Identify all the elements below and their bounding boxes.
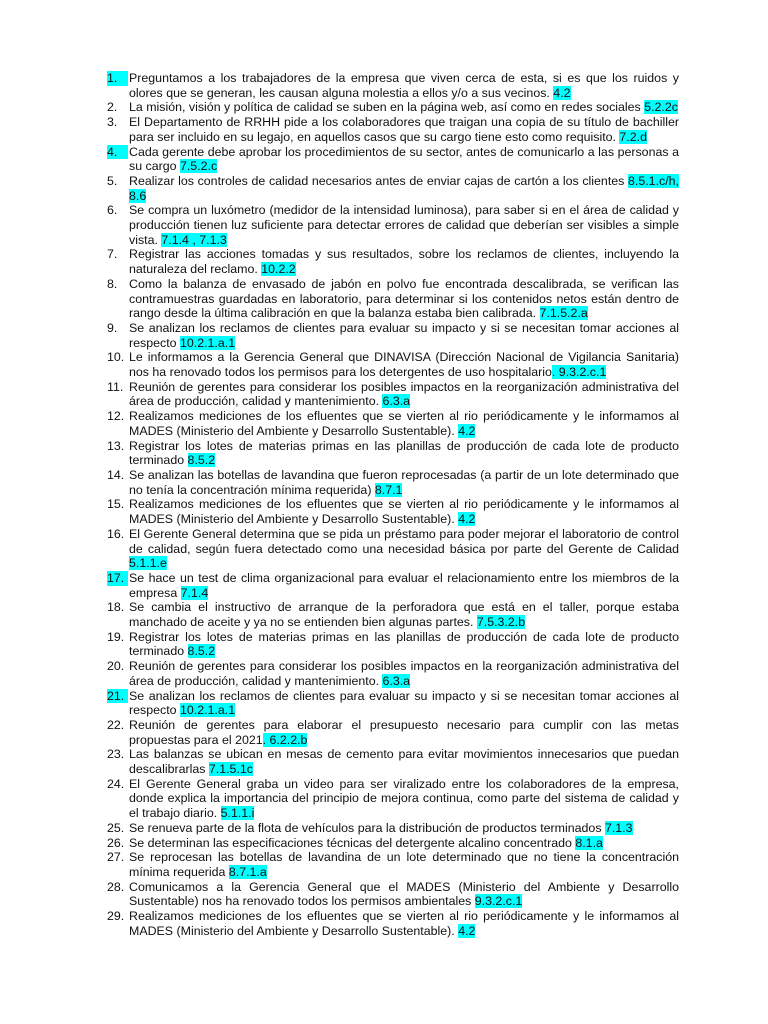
- clause-reference: 7.1.4: [180, 585, 209, 600]
- clause-reference: 8.7.1: [374, 482, 403, 497]
- clause-reference: 8.5.1.c/h, 8.6: [129, 173, 679, 203]
- item-text: Se cambia el instructivo de arranque de la perforadora que está en el taller, porque estaba manchado de aceite y ya no se entienden bien algunas partes.: [129, 600, 679, 630]
- item-number: 6.: [107, 203, 118, 218]
- clause-reference: 10.2.1.a.1: [179, 703, 236, 718]
- clause-reference: 5.1.1.i: [220, 806, 255, 821]
- list-item: [107, 821, 679, 836]
- list-item: [107, 880, 679, 909]
- list-item: [107, 145, 679, 174]
- item-number: 17.: [107, 571, 128, 586]
- item-number: 14.: [107, 467, 125, 482]
- list-item: [107, 468, 679, 497]
- item-number: 4.: [107, 145, 128, 160]
- item-number: 8.: [107, 276, 118, 291]
- item-number: 22.: [107, 717, 125, 732]
- list-item: [107, 909, 679, 938]
- item-number: 16.: [107, 526, 125, 541]
- clause-reference: 8.1.a: [575, 835, 603, 850]
- item-number: 10.: [107, 350, 125, 365]
- item-text: Reunión de gerentes para elaborar el presupuesto necesario para cumplir con las metas propuestas para el 2021: [129, 717, 679, 747]
- clause-reference: 4.2: [553, 85, 571, 100]
- item-text: La misión, visión y política de calidad se suben en la página web, así como en redes sociales: [129, 100, 645, 115]
- clause-reference: 4.2: [458, 512, 476, 527]
- item-text: Realizamos mediciones de los efluentes que se vierten al rio periódicamente y le informamos al MADES (Ministerio del Ambiente y Desarrollo Sustentable).: [129, 909, 679, 938]
- item-number: 3.: [107, 115, 118, 130]
- item-text: Las balanzas se ubican en mesas de cemento para evitar movimientos innecesarios que puedan descalibrarlas: [129, 747, 679, 777]
- list-item: [107, 850, 679, 879]
- list-item: [107, 630, 679, 659]
- item-text: Comunicamos a la Gerencia General que el MADES (Ministerio del Ambiente y Desarrollo Sustentable) nos ha renovado todos los permisos ambientales: [129, 879, 679, 909]
- list-item: [107, 571, 679, 600]
- clause-reference: 5.2.2c: [644, 100, 678, 115]
- clause-reference: 4.2: [458, 423, 476, 438]
- list-item: [107, 247, 679, 276]
- clause-reference: 7.2.d: [619, 129, 647, 144]
- list-item: [107, 527, 679, 571]
- clause-reference: . 9.3.2.c.1: [551, 365, 607, 380]
- list-item: [107, 497, 679, 526]
- item-text: Como la balanza de envasado de jabón en polvo fue encontrada descalibrada, se verifican las contramuestras guardadas en laboratorio, para determinar si los contenidos netos están dentro de rango desde la última calibración en que la balanza estaba bien calibrada.: [129, 276, 679, 321]
- clause-reference: 4.2: [458, 923, 476, 938]
- clause-reference: 6.3.a: [382, 394, 411, 409]
- item-text: Se determinan las especificaciones técnicas del detergente alcalino concentrado: [129, 835, 576, 850]
- clause-reference: 7.1.4 , 7.1.3: [161, 232, 227, 247]
- clause-reference: 7.1.5.1c: [208, 762, 253, 777]
- clause-reference: 10.2.2: [261, 262, 296, 277]
- item-text: Registrar las acciones tomadas y sus resultados, sobre los reclamos de clientes, incluyendo la naturaleza del reclamo.: [129, 247, 679, 277]
- item-number: 20.: [107, 659, 125, 674]
- list-item: [107, 174, 679, 203]
- item-number: 19.: [107, 629, 125, 644]
- list-item: [107, 100, 679, 115]
- item-text: Se reprocesan las botellas de lavandina de un lote determinado que no tiene la concentración mínima requerida: [129, 850, 679, 879]
- item-number: 13.: [107, 438, 125, 453]
- list-item: [107, 321, 679, 350]
- item-number: 2.: [107, 100, 118, 115]
- list-item: [107, 71, 679, 100]
- clause-reference: . 6.2.2.b: [262, 732, 308, 747]
- item-number: 27.: [107, 850, 125, 865]
- list-item: [107, 409, 679, 438]
- item-number: 9.: [107, 320, 118, 335]
- list-item: [107, 747, 679, 776]
- clause-reference: 8.5.2: [187, 453, 216, 468]
- item-number: 21.: [107, 689, 128, 704]
- item-number: 29.: [107, 909, 125, 924]
- item-text: Se analizan los reclamos de clientes para evaluar su impacto y si se necesitan tomar acciones al respecto: [129, 688, 679, 718]
- item-text: Se analizan las botellas de lavandina que fueron reprocesadas (a partir de un lote determinado que no tenía la concentración mínima requerida): [129, 467, 679, 497]
- list-item: [107, 836, 679, 851]
- list-item: [107, 380, 679, 409]
- item-text: Reunión de gerentes para considerar los posibles impactos en la reorganización administrativa del área de producción, calidad y mantenimiento.: [129, 659, 679, 688]
- list-item: [107, 115, 679, 144]
- item-number: 11.: [107, 379, 124, 394]
- list-item: [107, 777, 679, 821]
- item-text: Le informamos a la Gerencia General que DINAVISA (Dirección Nacional de Vigilancia Sanitaria) nos ha renovado todos los permisos para los detergentes de uso hospitalario: [129, 350, 679, 380]
- item-text: El Gerente General determina que se pida un préstamo para poder mejorar el laboratorio de control de calidad, según fuera detectado como una necesidad básica por parte del Gerente de Calidad: [129, 526, 679, 556]
- item-number: 28.: [107, 879, 125, 894]
- item-text: Se renueva parte de la flota de vehículos para la distribución de productos terminados: [129, 820, 605, 835]
- list-item: [107, 203, 679, 247]
- item-number: 15.: [107, 497, 125, 512]
- item-number: 12.: [107, 409, 125, 424]
- item-text: Se hace un test de clima organizacional para evaluar el relacionamiento entre los miembros de la empresa: [129, 570, 679, 600]
- item-number: 26.: [107, 835, 125, 850]
- item-number: 23.: [107, 747, 125, 762]
- clause-reference: 7.1.5.2.a: [539, 306, 588, 321]
- list-item: [107, 689, 679, 718]
- item-text: Preguntamos a los trabajadores de la empresa que viven cerca de esta, si es que los ruidos y olores que se generan, les causan alguna molestia a ellos y/o a sus vecinos.: [129, 71, 679, 100]
- list-item: [107, 659, 679, 688]
- clause-reference: 7.5.2.c: [179, 159, 218, 174]
- list-item: [107, 439, 679, 468]
- clause-reference: 10.2.1.a.1: [179, 335, 236, 350]
- item-text: Realizamos mediciones de los efluentes que se vierten al rio periódicamente y le informamos al MADES (Ministerio del Ambiente y Desarrollo Sustentable).: [129, 409, 679, 438]
- list-item: [107, 277, 679, 321]
- item-number: 24.: [107, 776, 125, 791]
- clause-reference: 5.1.1.e: [129, 556, 167, 571]
- item-text: Cada gerente debe aprobar los procedimientos de su sector, antes de comunicarlo a las personas a su cargo: [129, 144, 679, 174]
- item-text: Reunión de gerentes para considerar los posibles impactos en la reorganización administrativa del área de producción, calidad y mantenimiento.: [129, 379, 679, 409]
- clause-reference: 7.5.3.2.b: [476, 615, 526, 630]
- item-number: 5.: [107, 173, 118, 188]
- list-item: [107, 350, 679, 379]
- item-number: 18.: [107, 600, 125, 615]
- item-text: El Departamento de RRHH pide a los colaboradores que traigan una copia de su título de bachiller para ser incluido en su legajo, en aquellos casos que su cargo tiene esto como requisito.: [129, 115, 679, 144]
- item-text: Se analizan los reclamos de clientes para evaluar su impacto y si se necesitan tomar acciones al respecto: [129, 320, 679, 350]
- clause-reference: 8.5.2: [187, 644, 216, 659]
- item-text: Se compra un luxómetro (medidor de la intensidad luminosa), para saber si en el área de calidad y producción tienen luz suficiente para detectar errores de calidad que deberían ser visibles a simple vista.: [129, 203, 679, 247]
- clause-reference: 7.1.3: [604, 820, 633, 835]
- numbered-list: [107, 71, 679, 938]
- item-number: 25.: [107, 820, 125, 835]
- item-text: Registrar los lotes de materias primas en las planillas de producción de cada lote de producto terminado: [129, 438, 679, 468]
- item-text: Registrar los lotes de materias primas en las planillas de producción de cada lote de producto terminado: [129, 629, 679, 659]
- item-number: 1.: [107, 71, 128, 86]
- item-text: El Gerente General graba un video para ser viralizado entre los colaboradores de la empresa, donde explica la importancia del principio de mejora continua, como parte del sistema de calidad y el trabajo diario.: [129, 776, 679, 821]
- item-text: Realizamos mediciones de los efluentes que se vierten al rio periódicamente y le informamos al MADES (Ministerio del Ambiente y Desarrollo Sustentable).: [129, 497, 679, 527]
- list-item: [107, 600, 679, 629]
- item-text: Realizar los controles de calidad necesarios antes de enviar cajas de cartón a los clientes: [129, 173, 629, 188]
- clause-reference: 6.3.a: [382, 673, 411, 688]
- list-item: [107, 718, 679, 747]
- clause-reference: 8.7.1.a: [228, 864, 267, 879]
- item-number: 7.: [107, 247, 118, 262]
- clause-reference: 9.3.2.c.1: [474, 894, 523, 909]
